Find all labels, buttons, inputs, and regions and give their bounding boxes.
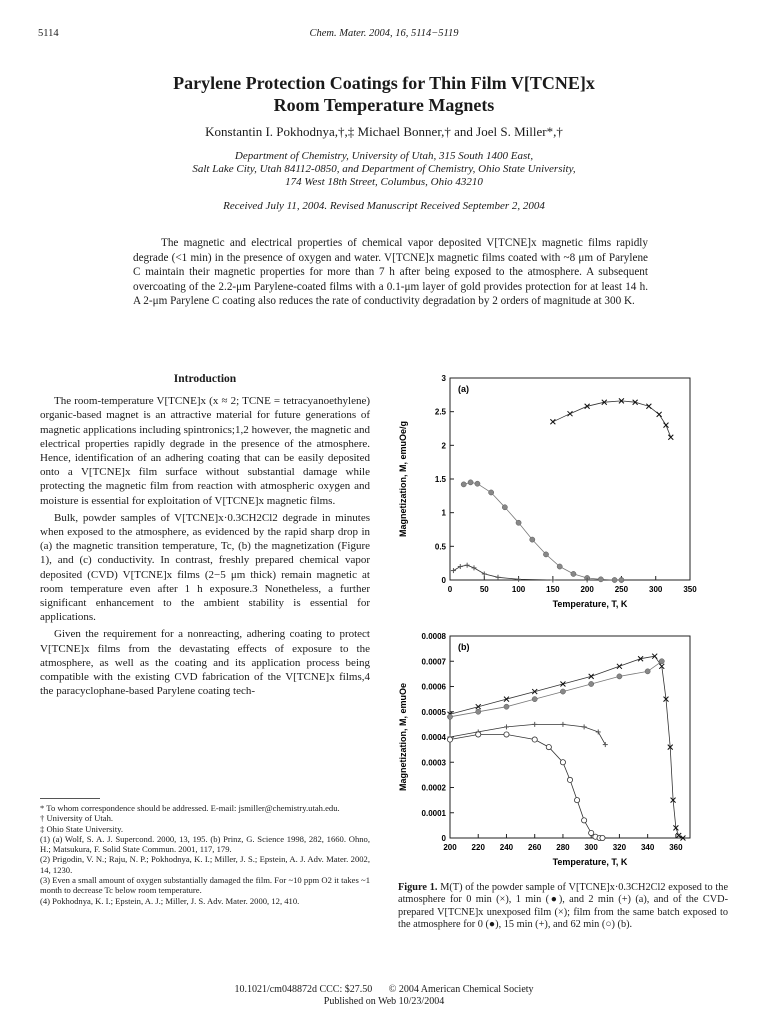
panel-label: (b) <box>458 642 470 652</box>
footnote: (4) Pokhodnya, K. I.; Epstein, A. J.; Miller, J. S. Adv. Mater. 2000, 12, 410. <box>40 895 300 906</box>
y-tick-label: 0.0002 <box>421 783 446 793</box>
series-line <box>450 661 662 717</box>
data-point-x <box>589 674 594 679</box>
data-point-filled-circle <box>475 481 480 486</box>
intro-paragraph-1: The room-temperature V[TCNE]x (x ≈ 2; TCNE = tetracyanoethylene) organic-based magnet is an attractive material for future generations of magnetic applications including spintronics;1,2 however, the magnetic and electrical properties rapidly degrade in the presence of the atmosphere. Hence, identification of an adhering coating that can be easily deposited onto a V[TCNE]x film surface without substantial damage while protecting the magnetic film from reaction with atmospheric oxygen and moisture is essential for exploitation of V[TCNE]x magnetic films. <box>40 395 370 507</box>
data-point-x <box>568 411 573 416</box>
data-point-filled-circle <box>659 659 664 664</box>
data-point-filled-circle <box>619 577 624 582</box>
x-tick-label: 300 <box>584 843 598 852</box>
caption-label: Figure 1. <box>398 882 438 893</box>
data-point-open-circle <box>574 798 579 803</box>
data-point-filled-circle <box>461 482 466 487</box>
data-point-filled-circle <box>530 537 535 542</box>
data-point-filled-circle <box>447 714 452 719</box>
data-point-filled-circle <box>532 697 537 702</box>
title-line-1: Parylene Protection Coatings for Thin Film V[TCNE]x <box>173 73 595 93</box>
data-point-open-circle <box>560 760 565 765</box>
figure-1b-chart <box>388 628 708 878</box>
data-point-plus <box>550 578 555 583</box>
data-point-open-circle <box>589 830 594 835</box>
x-tick-label: 150 <box>546 585 560 594</box>
y-tick-label: 0.0004 <box>421 733 446 742</box>
data-point-plus <box>516 577 521 582</box>
x-tick-label: 100 <box>511 585 526 594</box>
data-point-filled-circle <box>598 577 603 582</box>
footnote: ‡ Ohio State University. <box>40 823 123 834</box>
y-tick-label: 1 <box>441 508 446 518</box>
data-point-x <box>476 704 481 709</box>
affiliation-line-1: Department of Chemistry, University of Utah, 315 South 1400 East, <box>234 150 534 162</box>
data-point-filled-circle <box>645 669 650 674</box>
data-point-open-circle <box>504 732 509 737</box>
x-axis-label: Temperature, T, K <box>552 599 628 609</box>
series-line <box>450 724 605 744</box>
data-point-plus <box>472 565 477 570</box>
data-point-plus <box>504 724 509 729</box>
y-tick-label: 0.5 <box>434 542 446 552</box>
footnote: * To whom correspondence should be addressed. E-mail: jsmiller@chemistry.utah.edu. <box>40 803 340 813</box>
data-point-x <box>617 664 622 669</box>
data-point-plus <box>465 563 470 568</box>
intro-paragraph-3: Given the requirement for a nonreacting, adhering coating to protect V[TCNE]x films from the devastating effects of exposure to the atmosphere, as well as the coating and its application process being compatible with the existing CVD fabrication of the V[TCNE]x films,4 the paracyclophane-based Parylene coating tech- <box>40 628 370 698</box>
plot-frame <box>450 378 690 580</box>
panel-label: (a) <box>458 384 469 394</box>
data-point-plus <box>560 722 565 727</box>
data-point-open-circle <box>532 737 537 742</box>
x-tick-label: 350 <box>683 585 697 594</box>
data-point-filled-circle <box>543 552 548 557</box>
page-footer <box>0 984 768 1008</box>
plot-frame <box>450 636 690 838</box>
data-point-filled-circle <box>476 709 481 714</box>
data-point-plus <box>496 575 501 580</box>
footnote-rule <box>40 798 100 799</box>
data-point-x <box>676 833 681 838</box>
y-tick-label: 0 <box>441 834 446 843</box>
data-point-x <box>657 412 662 417</box>
y-tick-label: 2 <box>441 441 446 451</box>
data-point-filled-circle <box>612 577 617 582</box>
copyright: © 2004 American Chemical Society <box>388 984 534 995</box>
x-tick-label: 220 <box>471 843 485 852</box>
y-tick-label: 0.0006 <box>421 682 446 692</box>
x-tick-label: 360 <box>669 843 683 852</box>
author-list: Konstantin I. Pokhodnya,†,‡ Michael Bonner,† and Joel S. Miller*,† <box>205 124 563 139</box>
data-point-filled-circle <box>557 564 562 569</box>
data-point-plus <box>482 571 487 576</box>
article-title <box>60 72 708 116</box>
series-line <box>553 401 671 437</box>
y-tick-label: 0.0005 <box>421 707 446 717</box>
series-line <box>450 656 683 838</box>
y-tick-label: 0.0003 <box>421 758 446 768</box>
data-point-filled-circle <box>589 681 594 686</box>
caption-text: M(T) of the powder sample of V[TCNE]x·0.3CH2Cl2 exposed to the atmosphere for 0 min (×), 1 min (●), and 2 min (+) (a), and of the CVD-prepared V[TCNE]x unexposed film (×); film from the same batch exposed to the atmosphere for 0 (●), 15 min (+), and 62 min (○) (b). <box>398 882 729 931</box>
x-axis-label: Temperature, T, K <box>552 857 628 867</box>
x-tick-label: 0 <box>447 585 453 594</box>
data-point-x <box>550 419 555 424</box>
x-tick-label: 280 <box>556 843 570 852</box>
data-point-plus <box>596 729 601 734</box>
data-point-plus <box>603 742 608 747</box>
data-point-x <box>646 404 651 409</box>
series-line <box>450 735 603 839</box>
x-tick-label: 260 <box>528 843 542 852</box>
data-point-open-circle <box>546 745 551 750</box>
doi: 10.1021/cm048872d CCC: $27.50 <box>234 984 373 995</box>
x-tick-label: 200 <box>443 843 457 852</box>
published-date: Published on Web 10/23/2004 <box>323 996 445 1007</box>
y-tick-label: 0.0007 <box>421 657 446 667</box>
title-line-2: Room Temperature Magnets <box>273 95 495 115</box>
x-tick-label: 250 <box>614 585 629 594</box>
data-point-plus <box>582 724 587 729</box>
data-point-x <box>504 697 509 702</box>
data-point-filled-circle <box>502 505 507 510</box>
received-dates: Received July 11, 2004. Revised Manuscript Received September 2, 2004 <box>223 200 545 212</box>
x-tick-label: 320 <box>612 843 627 852</box>
x-tick-label: 200 <box>580 585 594 594</box>
data-point-x <box>532 689 537 694</box>
footnote: (2) Prigodin, V. N.; Raju, N. P.; Pokhodnya, K. I.; Miller, J. S.; Epstein, A. J. Adv. Mater. 2002, 14, 1230. <box>40 854 370 875</box>
abstract: The magnetic and electrical properties of chemical vapor deposited V[TCNE]x magnetic films rapidly degrade (<1 min) in the presence of oxygen and water. V[TCNE]x magnetic films coated with ~8 μm of Parylene C maintain their magnetic properties for more than 7 h after being exposed to the atmosphere. A subsequent overcoating of the 2.2-μm Parylene-coated films with a 0.1-μm layer of gold provides protection for at least 14 h. A 2-μm Parylene C coating also reduces the rate of conductivity degradation by 2 orders of magnitude at 300 K. <box>133 237 648 308</box>
intro-paragraph-2: Bulk, powder samples of V[TCNE]x·0.3CH2Cl2 degrade in minutes when exposed to the atmosphere, as evidenced by the rapid sharp drop in (a) the magnetic transition temperature, Tc, (b) the magnetization (Figure 1), and (c) conductivity. In contrast, freshly prepared chemical vapor deposited (CVD) V[TCNE]x films (2−5 μm thick) remain magnetic at room temperature even after 1 h exposure.3 Nonetheless, a further significant enhancement to the ambient stability is essential for applications. <box>40 511 370 624</box>
y-tick-label: 2.5 <box>434 407 446 417</box>
y-axis-label: Magnetization, M, emuOe <box>398 682 408 792</box>
data-point-plus <box>532 722 537 727</box>
affiliation-line-2: Salt Lake City, Utah 84112-0850, and Department of Chemistry, Ohio State University, <box>192 163 576 175</box>
data-point-plus <box>458 564 463 569</box>
footnote: (1) (a) Wolf, S. A. J. Supercond. 2000, 13, 195. (b) Prinz, G. Science 1998, 282, 1660. Ohno, H.; Matsukura, F. Solid State Commun. 2001, 117, 179. <box>40 833 370 855</box>
data-point-x <box>664 423 669 428</box>
data-point-filled-circle <box>489 490 494 495</box>
x-tick-label: 300 <box>649 585 663 594</box>
data-point-x <box>668 435 673 440</box>
affiliation-line-3: 174 West 18th Street, Columbus, Ohio 43210 <box>285 176 483 188</box>
data-point-filled-circle <box>571 571 576 576</box>
data-point-filled-circle <box>560 689 565 694</box>
footnotes <box>40 798 370 906</box>
data-point-filled-circle <box>516 520 521 525</box>
data-point-x <box>560 681 565 686</box>
y-tick-label: 0.0008 <box>421 632 446 641</box>
x-tick-label: 340 <box>640 843 655 852</box>
x-tick-label: 50 <box>479 585 489 594</box>
data-point-open-circle <box>567 777 572 782</box>
y-tick-label: 3 <box>441 374 446 383</box>
data-point-open-circle <box>582 818 587 823</box>
y-tick-label: 0 <box>441 576 446 585</box>
series-line <box>464 482 622 580</box>
introduction-section <box>40 372 370 701</box>
data-point-filled-circle <box>617 674 622 679</box>
data-point-open-circle <box>476 732 481 737</box>
data-point-filled-circle <box>504 704 509 709</box>
journal-citation: Chem. Mater. 2004, 16, 5114−5119 <box>309 28 459 39</box>
data-point-plus <box>451 568 456 573</box>
footnote: † University of Utah. <box>40 813 114 824</box>
data-point-open-circle <box>600 835 605 840</box>
figure-1a-chart <box>388 370 708 620</box>
x-tick-label: 240 <box>499 843 514 852</box>
data-point-open-circle <box>447 737 452 742</box>
data-point-filled-circle <box>468 480 473 485</box>
footnote: (3) Even a small amount of oxygen substantially damaged the film. For ~10 ppm O2 it takes ~1 month to decrease Tc below room temperature. <box>40 875 370 896</box>
figure-caption <box>398 882 728 932</box>
y-tick-label: 0.0001 <box>421 808 446 818</box>
page-number: 5114 <box>38 28 59 39</box>
y-tick-label: 1.5 <box>434 475 446 484</box>
y-axis-label: Magnetization, M, emuOe/g <box>398 420 408 538</box>
affiliation <box>60 150 708 189</box>
section-heading: Introduction <box>173 373 237 385</box>
